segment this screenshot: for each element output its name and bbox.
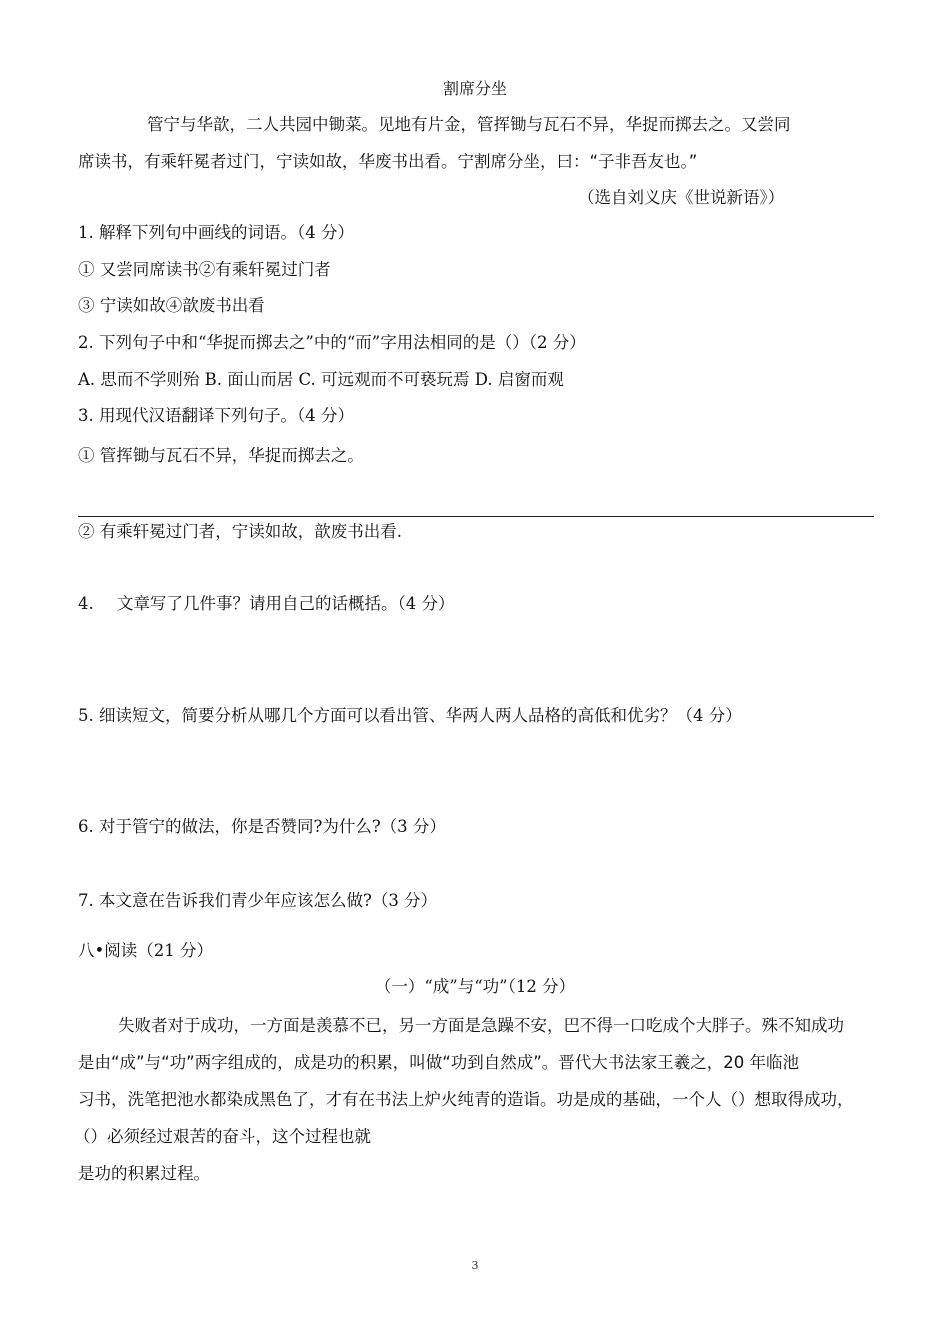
question-6: 6. 对于管宁的做法，你是否赞同?为什么?（3 分）: [78, 817, 446, 836]
question-3-item-a: ① 管挥锄与瓦石不异，华捉而掷去之。: [78, 446, 364, 465]
passage-line-2: 席读书，有乘轩冕者过门，宁读如故，华废书出看。宁割席分坐，曰：“子非吾友也。”: [78, 152, 698, 171]
question-5: 5. 细读短文，简要分析从哪几个方面可以看出管、华两人两人品格的高低和优劣？（4 分）: [78, 706, 742, 725]
question-4-number: 4.: [78, 594, 94, 613]
reading-line-5: 是功的积累过程。: [78, 1164, 210, 1183]
question-2-options: A. 思而不学则殆 B. 面山而居 C. 可远观而不可亵玩焉 D. 启窗而观: [78, 370, 564, 389]
question-1: 1. 解释下列句中画线的词语。（4 分）: [78, 223, 354, 242]
passage-line-1: 管宁与华歆，二人共园中锄菜。见地有片金，管挥锄与瓦石不异，华捉而掷去之。又尝同: [147, 115, 791, 134]
section-sub-heading: （一）“成”与“功”（12 分）: [374, 977, 576, 996]
reading-line-3: 习书，洗笔把池水都染成黑色了，才有在书法上炉火纯青的造诣。功是成的基础，一个人（）想取得成功，: [78, 1090, 854, 1109]
reading-line-2: 是由“成”与“功”两字组成的，成是功的积累，叫做“功到自然成”。晋代大书法家王羲之，20 年临池: [78, 1053, 800, 1072]
reading-line-4: （）必须经过艰苦的奋斗，这个过程也就: [74, 1127, 371, 1146]
question-3: 3. 用现代汉语翻译下列句子。（4 分）: [78, 406, 354, 425]
question-3-item-b: ② 有乘轩冕过门者，宁读如故，歆废书出看.: [78, 522, 402, 541]
reading-line-1: 失败者对于成功，一方面是羡慕不已，另一方面是急躁不安，巴不得一口吃成个大胖子。殊不知成功: [118, 1016, 844, 1035]
question-1-items-b: ③ 宁读如故④歆废书出看: [78, 296, 265, 315]
section-heading: 八•阅读（21 分）: [78, 941, 213, 960]
question-2: 2. 下列句子中和“华捉而掷去之”中的“而”字用法相同的是（）（2 分）: [78, 333, 586, 352]
passage-source: （选自刘义庆《世说新语》）: [578, 188, 785, 207]
passage-title: 割席分坐: [442, 79, 507, 98]
question-1-items-a: ① 又尝同席读书②有乘轩冕过门者: [78, 260, 331, 279]
answer-line: [78, 516, 874, 517]
question-4: 文章写了几件事？请用自己的话概括。（4 分）: [117, 594, 455, 613]
page-number: 3: [471, 1259, 479, 1272]
question-7: 7. 本文意在告诉我们青少年应该怎么做?（3 分）: [78, 891, 438, 910]
